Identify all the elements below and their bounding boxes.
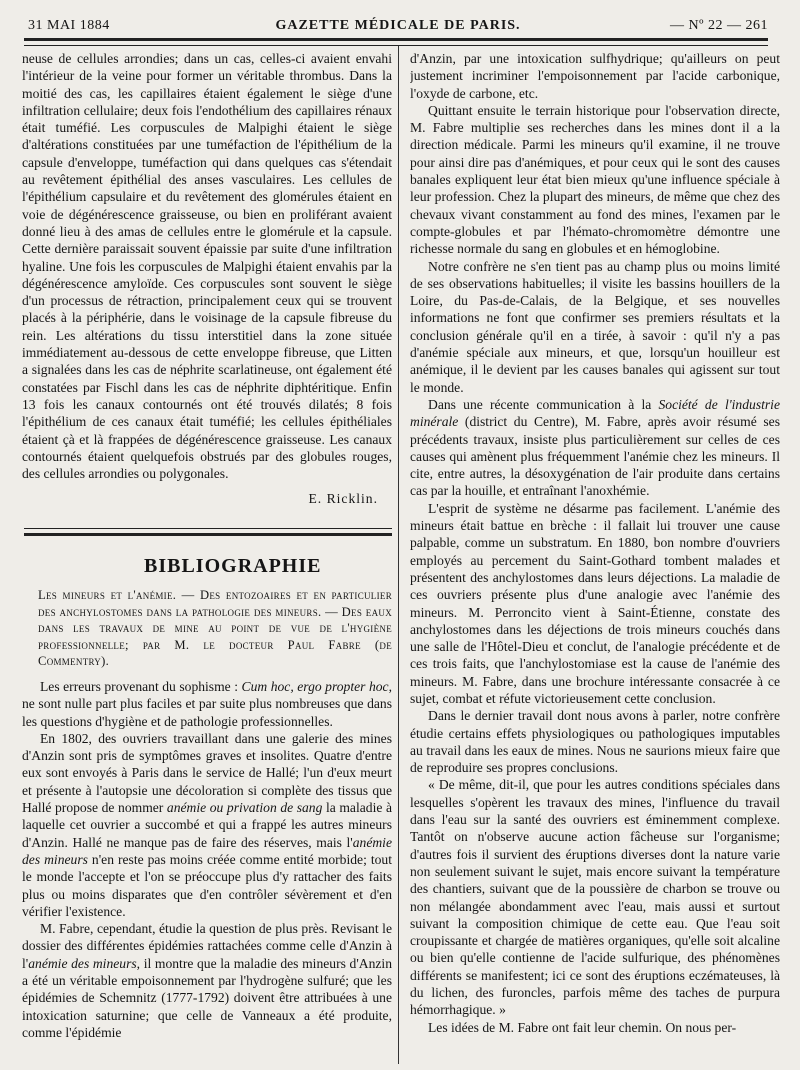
article-continuation: neuse de cellules arrondies; dans un cas, celles-ci avaient envahi l'intérieur de la veine pour former un véritable thrombus. Dans la moitié des cas, les capillaires étaient également le siège d'une infiltration cellulaire; deux fois l'endothélium des capillaires rénaux était tuméfié. Les corpuscules de Malpighi étaient le siège d'altérations constituées par une tuméfaction de l'épithélium de la capsule d'enveloppe, tuméfaction qui dans quelques cas s'étendait au revêtement épithélial des anses vasculaires. Les cellules de l'épithélium capsulaire et du revêtement des glomérules étaient en voie de dégénérescence graisseuse, ou bien en proliférant avaient donné lieu à des amas de cellules entre le glomérule et la capsule. Cette dernière paraissait souvent épaissie par suite d'une infiltration hyaline. Une fois les corpuscules de Malpighi étaient envahis par la dégénérescence amyloïde. Ces corpuscules sont souvent le siège d'un processus de rétraction, principalement ceux qui se trouvent placés à la périphérie, dans le voisinage de la capsule fibreuse du rein. Les altérations du tissu interstitiel dans la zone située immédiatement au-dessous de cette enveloppe fibreuse, que Litten a signalées dans les cas de néphrite scarlatineuse, ont également été constatées par Fischl dans les cas de néphrite diphtéritique. Enfin 13 fois les canaux contournés ont été trouvés dilatés; 8 fois l'épithélium de ces canaux était tuméfié; les cellules épithéliales étaient çà et là frappées de dégénérescence graisseuse. Les canaux contournés étaient quelquefois obstrués par des globules rouges, des cellules arrondies ou polygonales.: [22, 51, 392, 482]
column-divider: [398, 46, 399, 1064]
text-run: M. Fabre, cependant, étudie la question de plus près. Revisant le dossier des différentes épidémies rattachées comme celle d'Anzin à l': [22, 921, 392, 971]
author-signature: E. Ricklin.: [308, 491, 378, 507]
section-title: BIBLIOGRAPHIE: [144, 554, 322, 577]
issue-date: 31 MAI 1884: [28, 18, 110, 33]
italic-term: anémie ou privation de sang: [166, 800, 323, 816]
text-run: n'en reste pas moins créée comme entité morbide; tout le monde l'accepte et l'on se préoccupe plus d'y rattacher des faits plus ou moins disparates que d'en contrôler sévèrement et d'en vérifier l'existence.: [22, 851, 392, 919]
italic-term: Société de l'industrie minérale: [410, 396, 780, 430]
paragraph: [410, 396, 780, 500]
text-run: la maladie à laquelle cet ouvrier a succombé et qui a frappé les autres mineurs d'Anzin. Hallé ne manque pas de faire des réserves, mais l': [22, 800, 392, 850]
bibliography-heading: Les mineurs et l'anémie. — Des entozoaires et en particulier des anchylostomes dans la pathologie des mineurs. — Des eaux dans les travaux de mine au point de vue de l'hygiène professionnelle; par M. le docteur Paul Fabre (de Commentry).: [38, 588, 392, 669]
paragraph: Les idées de M. Fabre ont fait leur chemin. On nous per-: [428, 1019, 737, 1035]
paragraph: [22, 678, 392, 730]
text-run: , il montre que la maladie des mineurs d'Anzin a été un véritable empoisonnement par l'hydrogène sulfuré; que les épidémies de Schemnitz (1777-1792) doivent être attribuées à une intoxication saturnine; que celle de Vanneaux a été produite, comme l'épidémie: [22, 955, 392, 1040]
text-run: En 1802, des ouvriers travaillant dans une galerie des mines d'Anzin sont pris de symptômes graves et insolites. Quatre d'entre eux sont envoyés à Paris dans le service de Hallé; l'un d'eux meurt et présente à l'autopsie une décoloration si complète des tissus que Hallé propose de nommer: [22, 730, 392, 816]
italic-term: anémie des mineurs: [28, 955, 137, 971]
paragraph: Notre confrère ne s'en tient pas au champ plus ou moins limité de ses observations habituelles; il visite les bassins houillers de la Loire, du Pas-de-Calais, de la Belgique, et ses nouvelles informations ne font que confirmer ses premiers résultats et la conclusion générale qu'il en a tirée, à savoir : qu'il n'y a pas d'anémie spéciale aux mineurs, et que, lorsqu'un houilleur est anémique, il le devient par les causes banales qui agissent sur tout le monde.: [410, 258, 780, 395]
header-rule: [24, 38, 768, 46]
paragraph: [22, 730, 392, 920]
paragraph: Quittant ensuite le terrain historique pour l'observation directe, M. Fabre multiplie ses recherches dans les mines dont il a la direction médicale. Parmi les mineurs qu'il examine, il ne trouve pour ainsi dire pas d'anémiques, et pour ceux qui le sont des causes banales expliquent leur état bien mieux qu'une influence spéciale à leur profession. Chez la plupart des mineurs, de même que chez des chevaux vivant constamment au fond des mines, l'examen par le compte-globules et par l'hémato-chromomètre démontre une richesse normale du sang en globules et en hémoglobine.: [410, 102, 780, 257]
right-column: [410, 50, 780, 1062]
page-header: [28, 16, 768, 38]
text-run: , ne sont nulle part plus faciles et par suite plus nombreuses que dans les questions d'hygiène et de pathologie professionnelles.: [22, 678, 392, 729]
italic-term: anémie des mineurs: [22, 834, 392, 867]
latin-phrase: Cum hoc, ergo propter hoc: [241, 678, 389, 694]
paragraph: Dans le dernier travail dont nous avons à parler, notre confrère étudie certains effets physiologiques ou pathologiques imputables au travail dans les eaux de mines. Nous ne saurions mieux faire que de reproduire ses propres conclusions.: [410, 708, 780, 776]
section-rule: [24, 528, 392, 536]
quoted-conclusion: « De même, dit-il, que pour les autres conditions spéciales dans lesquelles s'opèrent les travaux des mines, l'influence du travail dans l'eau sur la santé des ouvriers est éminemment complexe. Tantôt on n'observe aucune action fâcheuse sur l'organisme; d'autres fois il survient des éruptions diverses dont la nature varie non seulement suivant le sujet, mais encore suivant la température des chantiers, suivant que de la poussière de charbon se trouve ou non mélangée abondamment avec l'eau, mais aussi et surtout suivant la composition chimique de cette eau. Que l'eau soit croupissante et chargée de matières organiques, qu'elle soit alcaline ou bien qu'elle contienne de l'acide sulfurique, des phénomènes différents se manifestent; ici ce sont des éruptions eczémateuses, là du lichen, des furoncles, parfois même des taches de purpura hémorrhagique. »: [410, 777, 780, 1018]
journal-title: GAZETTE MÉDICALE DE PARIS.: [275, 18, 521, 33]
text-run: Dans une récente communication à la: [428, 396, 659, 412]
text-run: Les erreurs provenant du sophisme :: [40, 678, 242, 694]
paragraph: d'Anzin, par une intoxication sulfhydrique; qu'ailleurs on peut justement incriminer l'empoisonnement par l'acide carbonique, l'oxyde de carbone, etc.: [410, 51, 780, 101]
paragraph: [22, 920, 392, 1041]
left-column: [22, 50, 392, 1062]
text-run: (district du Centre), M. Fabre, après avoir résumé ses précédents travaux, insiste plus particulièrement sur celles de ces causes qui amènent plus fréquemment l'anémie chez les mineurs. Il cite, entre autres, la désoxygénation de l'air produite dans certains cas par la houille, et entraînant l'anoxhémie.: [410, 414, 780, 499]
paragraph: L'esprit de système ne désarme pas facilement. L'anémie des mineurs était battue en brèche : il fallait lui trouver une cause palpable, comme un substratum. En 1880, bon nombre d'ouvriers employés au percement du Saint-Gothard tombent malades et présentent des anchylostomes dans leurs déjections. La maladie de ces ouvriers présente plus d'une analogie avec l'anémie des mineurs. M. Perroncito vient à Saint-Étienne, constate des anchylostomes dans les déjections de trois mineurs couchés dans une salle de l'Hôtel-Dieu et conclut, de l'analogie précédente et de ces trois faits, que l'anchylostomiase est la cause de l'anémie des mineurs. M. Fabre, dans une brochure intéressante consacrée à ce sujet, combat et réfute victorieusement cette conclusion.: [410, 500, 780, 706]
issue-page-number: — Nº 22 — 261: [670, 18, 768, 33]
